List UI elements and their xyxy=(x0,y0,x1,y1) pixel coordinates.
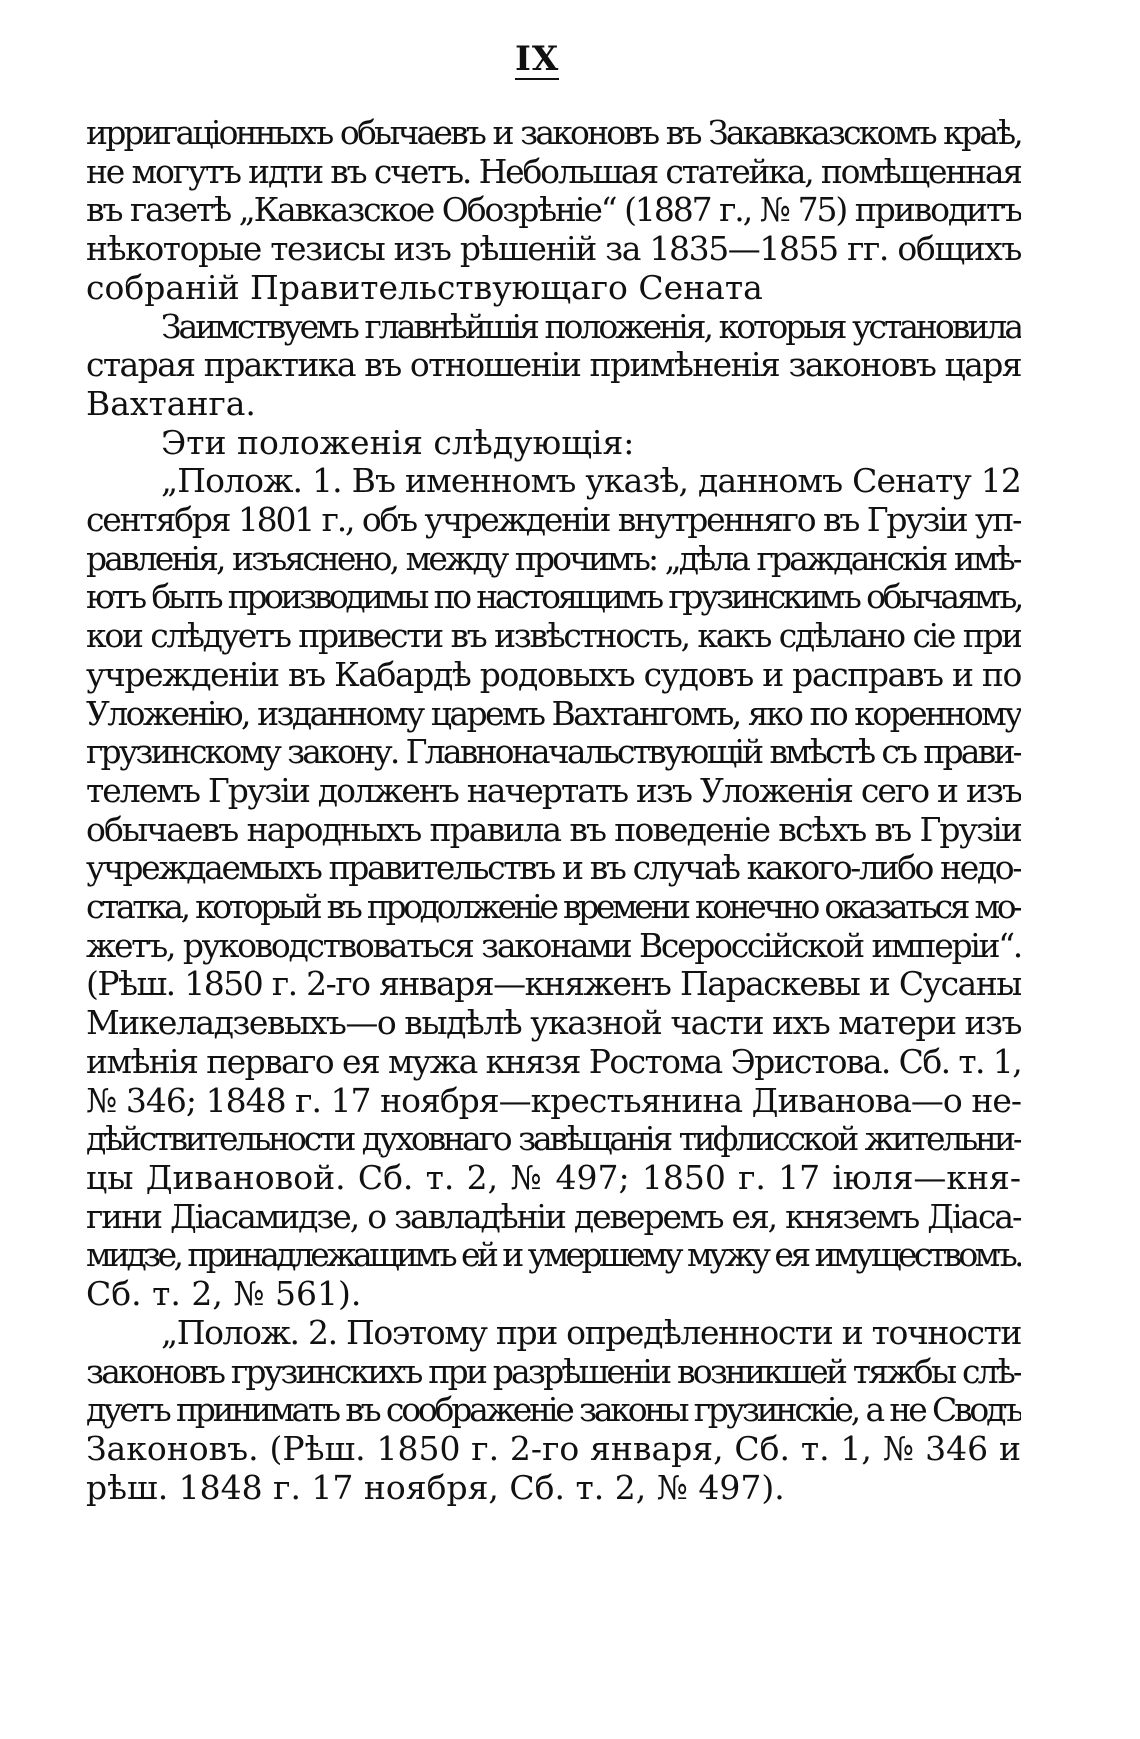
text-line: цы Дивановой. Сб. т. 2, № 497; 1850 г. 17 іюля—кня- xyxy=(86,1158,1021,1197)
text-line: Законовъ. (Рѣш. 1850 г. 2-го января, Сб. т. 1, № 346 и xyxy=(86,1429,1021,1468)
text-line: имѣнія перваго ея мужа князя Ростома Эристова. Сб. т. 1, xyxy=(86,1042,1021,1081)
text-line: Заимствуемъ главнѣйшія положенія, которыя установила xyxy=(161,307,1021,346)
text-line: Вахтанга. xyxy=(86,384,256,423)
text-line: статка, который въ продолженіе времени конечно оказаться мо- xyxy=(86,888,1021,927)
text-line: жетъ, руководствоваться законами Всероссійской имперіи“. xyxy=(86,926,1021,965)
text-line: законовъ грузинскихъ при разрѣшеніи возникшей тяжбы слѣ- xyxy=(86,1352,1021,1391)
body-text xyxy=(86,114,1021,1507)
text-line: гини Діасамидзе, о завладѣніи деверемъ ея, княземъ Діаса- xyxy=(86,1197,1021,1236)
text-line: равленія, изъяснено, между прочимъ: „дѣла гражданскія имѣ- xyxy=(86,539,1021,578)
text-line: (Рѣш. 1850 г. 2-го января—княженъ Параскевы и Сусаны xyxy=(86,965,1021,1004)
text-line: телемъ Грузіи долженъ начертать изъ Уложенія сего и изъ xyxy=(86,771,1021,810)
text-line: Эти положенія слѣдующія: xyxy=(161,423,635,462)
text-line: рѣш. 1848 г. 17 ноября, Сб. т. 2, № 497). xyxy=(86,1468,785,1507)
text-line: учрежденіи въ Кабардѣ родовыхъ судовъ и расправъ и по xyxy=(86,655,1021,694)
text-line: „Полож. 1. Въ именномъ указѣ, данномъ Сенату 12 xyxy=(161,462,1021,501)
text-line: мидзе, принадлежащимъ ей и умершему мужу ея имуществомъ. xyxy=(86,1236,1021,1275)
text-line: дѣйствительности духовнаго завѣщанія тифлисской жительни- xyxy=(86,1120,1021,1159)
text-line: учреждаемыхъ правительствъ и въ случаѣ какого-либо недо- xyxy=(86,849,1021,888)
text-line: старая практика въ отношеніи примѣненія законовъ царя xyxy=(86,346,1021,385)
text-line: Уложенію, изданному царемъ Вахтангомъ, яко по коренному xyxy=(86,694,1021,733)
text-line: Сб. т. 2, № 561). xyxy=(86,1275,362,1314)
text-line: въ газетѣ „Кавказское Обозрѣніе“ (1887 г., № 75) приводитъ xyxy=(86,191,1021,230)
text-line: нѣкоторые тезисы изъ рѣшеній за 1835—1855 гг. общихъ xyxy=(86,230,1021,269)
text-line: обычаевъ народныхъ правила въ поведеніе всѣхъ въ Грузіи xyxy=(86,810,1021,849)
text-line: ютъ быть производимы по настоящимъ грузинскимъ обычаямъ, xyxy=(86,578,1021,617)
text-line: „Полож. 2. Поэтому при опредѣленности и точности xyxy=(161,1313,1021,1352)
text-line: грузинскому закону. Главноначальствующій вмѣстѣ съ прави- xyxy=(86,733,1021,772)
text-line: Микеладзевыхъ—о выдѣлѣ указной части ихъ матери изъ xyxy=(86,1004,1021,1043)
text-line: кои слѣдуетъ привести въ извѣстность, какъ сдѣлано сіе при xyxy=(86,617,1021,656)
text-line: сентября 1801 г., объ учрежденіи внутренняго въ Грузіи уп- xyxy=(86,501,1021,540)
text-line: дуетъ принимать въ соображеніе законы грузинскіе, а не Сводъ xyxy=(86,1391,1021,1430)
text-line: не могутъ идти въ счетъ. Небольшая статейка, помѣщенная xyxy=(86,152,1021,191)
page-number: IX xyxy=(515,39,560,79)
text-line: № 346; 1848 г. 17 ноября—крестьянина Диванова—о не- xyxy=(86,1081,1021,1120)
text-line: собраній Правительствующаго Сената xyxy=(86,268,763,307)
text-line: ирригаціонныхъ обычаевъ и законовъ въ Закавказскомъ краѣ, xyxy=(86,114,1021,152)
